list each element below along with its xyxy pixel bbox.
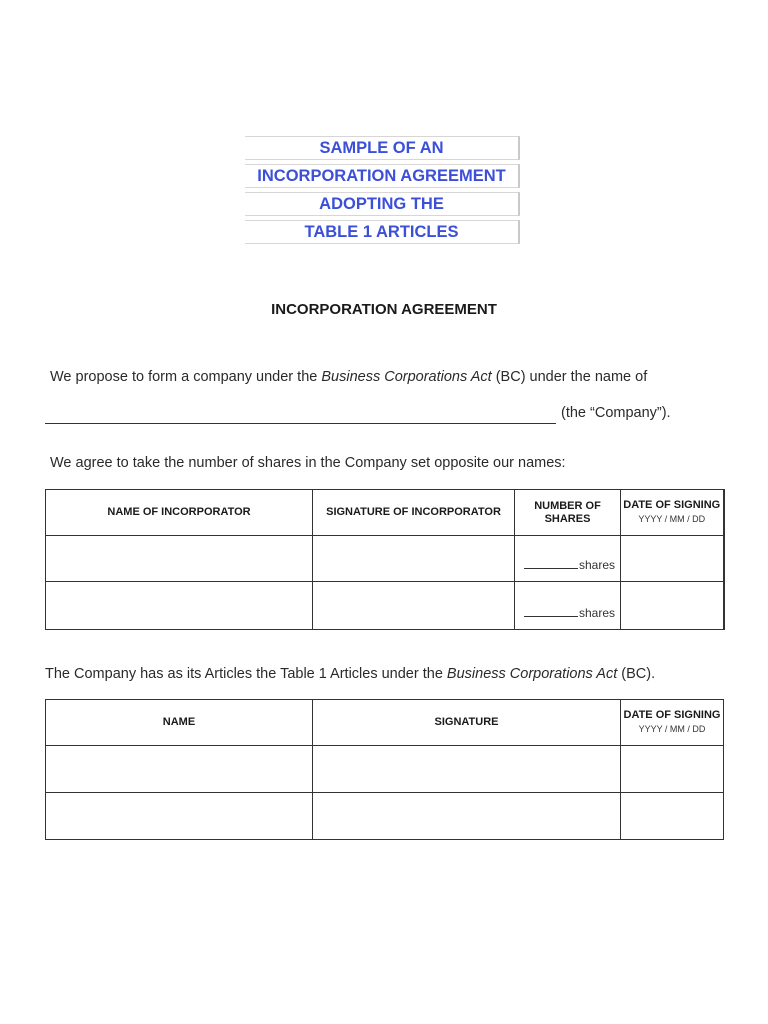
- table-row: [46, 582, 724, 630]
- banner-line: INCORPORATION AGREEMENT: [245, 164, 520, 188]
- column-header: NUMBER OF SHARES: [515, 490, 621, 536]
- date-format-hint: YYYY / MM / DD: [638, 724, 706, 734]
- table-header-row: [46, 490, 724, 536]
- signature-cell[interactable]: [313, 793, 621, 840]
- text-segment: We propose to form a company under the: [50, 369, 322, 385]
- table-row: [46, 793, 724, 840]
- company-proposal-text: [50, 369, 647, 385]
- signing-date-cell[interactable]: [621, 536, 724, 582]
- shares-entry: [524, 606, 615, 620]
- signatures-table: [45, 699, 724, 840]
- shares-agreement-text: We agree to take the number of shares in the Company set opposite our names:: [50, 455, 566, 471]
- date-header-label: DATE OF SIGNING: [623, 709, 721, 721]
- shares-cell[interactable]: [515, 582, 621, 630]
- column-header: [621, 490, 724, 536]
- shares-label: shares: [579, 606, 616, 620]
- banner-line: ADOPTING THE: [245, 192, 520, 216]
- table-header-row: [46, 700, 724, 746]
- shares-blank[interactable]: [524, 616, 578, 617]
- date-format-hint: YYYY / MM / DD: [638, 514, 706, 524]
- banner-line: SAMPLE OF AN: [245, 136, 520, 160]
- table-row: [46, 746, 724, 793]
- incorporator-signature-cell[interactable]: [313, 582, 515, 630]
- column-header: SIGNATURE OF INCORPORATOR: [313, 490, 515, 536]
- text-segment: The Company has as its Articles the Table 1 Articles under the: [45, 666, 447, 682]
- shares-blank[interactable]: [524, 568, 578, 569]
- name-cell[interactable]: [46, 746, 313, 793]
- company-suffix: (the “Company”).: [561, 405, 671, 421]
- shares-label: shares: [579, 558, 616, 572]
- text-segment: (BC).: [617, 666, 656, 682]
- column-header: NAME: [46, 700, 313, 746]
- shares-cell[interactable]: [515, 536, 621, 582]
- document-heading: INCORPORATION AGREEMENT: [271, 301, 497, 318]
- name-cell[interactable]: [46, 793, 313, 840]
- company-name-blank[interactable]: [45, 423, 556, 424]
- signing-date-cell[interactable]: [621, 793, 724, 840]
- column-header: [621, 700, 724, 746]
- signing-date-cell[interactable]: [621, 582, 724, 630]
- banner-line: TABLE 1 ARTICLES: [245, 220, 520, 244]
- column-header: NAME OF INCORPORATOR: [46, 490, 313, 536]
- incorporator-name-cell[interactable]: [46, 536, 313, 582]
- table-row: [46, 536, 724, 582]
- date-header-label: DATE OF SIGNING: [623, 499, 721, 511]
- act-name: Business Corporations Act: [321, 369, 492, 385]
- title-banner: [245, 136, 520, 248]
- signing-date-cell[interactable]: [621, 746, 724, 793]
- incorporator-name-cell[interactable]: [46, 582, 313, 630]
- column-header: SIGNATURE: [313, 700, 621, 746]
- articles-statement-text: [45, 666, 655, 682]
- signature-cell[interactable]: [313, 746, 621, 793]
- incorporator-signature-cell[interactable]: [313, 536, 515, 582]
- incorporator-table: [45, 489, 725, 630]
- shares-entry: [524, 558, 615, 572]
- act-name: Business Corporations Act: [446, 666, 618, 682]
- text-segment: (BC) under the name of: [491, 369, 648, 385]
